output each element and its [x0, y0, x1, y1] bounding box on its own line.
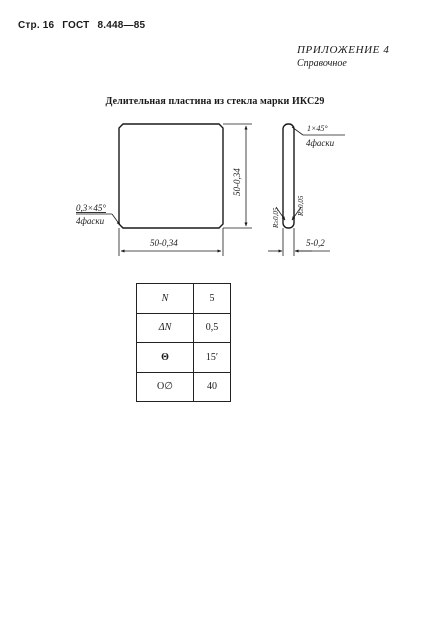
top-chamfer-note: 4фаски: [306, 138, 335, 148]
drawing-title: Делительная пластина из стекла марки ИКС29: [105, 96, 325, 107]
standard-number: 8.448—85: [97, 20, 146, 31]
param-value: 5: [194, 284, 231, 314]
top-chamfer-label: 1×45°: [307, 124, 328, 133]
page-number: Стр. 16: [18, 20, 55, 31]
left-chamfer-label: 0,3×45°: [76, 203, 106, 213]
param-value: 15′: [194, 343, 231, 373]
param-symbol: ΔN: [137, 313, 194, 343]
radius-left-label: R≥0,05: [272, 207, 280, 228]
param-symbol: Θ: [137, 343, 194, 373]
plate-front-view: [119, 124, 223, 228]
standard-label: ГОСТ: [62, 20, 90, 31]
param-symbol: N: [137, 284, 194, 314]
table-row: [137, 313, 231, 343]
table-row: [137, 372, 231, 402]
param-value: 40: [194, 372, 231, 402]
height-dim-label: 50-0,34: [232, 168, 242, 196]
left-chamfer-note: 4фаски: [76, 216, 105, 226]
param-symbol: O∅: [137, 372, 194, 402]
radius-right-label: R≥0,05: [297, 195, 305, 216]
width-dim-label: 50-0,34: [150, 238, 178, 248]
param-value: 0,5: [194, 313, 231, 343]
parameters-table: [136, 283, 231, 402]
table-row: [137, 343, 231, 373]
table-row: [137, 284, 231, 314]
plate-side-view: [283, 124, 294, 228]
thickness-dim-label: 5-0,2: [306, 238, 325, 248]
appendix-label: ПРИЛОЖЕНИЕ 4: [297, 44, 390, 56]
appendix-type: Справочное: [297, 58, 347, 69]
